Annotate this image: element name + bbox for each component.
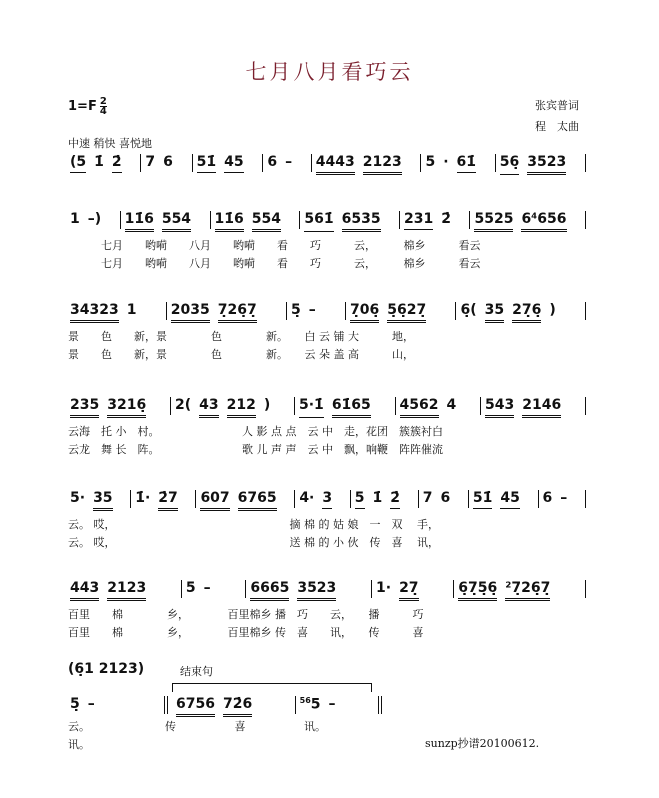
note-group: 554 [162, 211, 191, 232]
note-group: 7 [422, 490, 433, 506]
note-group: – [285, 154, 293, 170]
note-group: –) [87, 211, 102, 227]
note-group: 7̣26̣7̣ [218, 302, 257, 323]
notation-line [66, 302, 586, 324]
note-group: 61̇65 [332, 397, 371, 418]
measure [312, 154, 421, 175]
notation-line [66, 397, 586, 419]
note-group: 5̣6̣27̣ [387, 302, 426, 323]
note-group: 2̇7 [158, 490, 177, 511]
repeat-barline [164, 696, 172, 714]
measure [470, 211, 585, 232]
measure [172, 696, 295, 717]
measure [295, 397, 395, 418]
note-group: 56̣ [500, 154, 519, 175]
note-group: 6 [542, 490, 553, 506]
lyric-line: 七月 哟嗬 八月 哟嗬 看 巧 云， 棉乡 看云 [68, 239, 481, 252]
time-signature [100, 97, 107, 116]
measure [171, 397, 294, 418]
lyric-line: 景 色 新，景 色 新。 云 朵 盖 高 山， [68, 348, 414, 361]
note-group: 4562 [400, 397, 439, 418]
note-group: – [560, 490, 568, 506]
lyric-line: 云。 哎， 送 棉 的 小 伙 传 喜 讯， [68, 536, 439, 549]
note-group: 1 [126, 302, 137, 318]
note-group: 2123 [363, 154, 402, 175]
note-group: 6 [440, 490, 451, 506]
note-group: 3523 [527, 154, 566, 175]
note-group: 212 [227, 397, 256, 418]
note: – [87, 696, 95, 712]
measure [121, 211, 210, 232]
note-group: 1̇· [135, 490, 151, 506]
note-group: 2035 [171, 302, 210, 323]
note-group: 2123 [107, 580, 146, 601]
note-group: 543 [485, 397, 514, 418]
note-group: 72̇6 [223, 696, 252, 717]
measure [372, 580, 453, 601]
measure [469, 490, 538, 509]
measure [396, 397, 480, 418]
lyric-line: 云海 托 小 村。 人 影 点 点 云 中 走，花团 簇簇衬白 [68, 425, 443, 438]
note-group: 51̇ [197, 154, 216, 173]
note-group: 61̇ [457, 154, 476, 173]
note-group: 235 [70, 397, 99, 418]
note-group: ²7̣26̣7̣ [505, 580, 550, 601]
measure [66, 490, 130, 511]
measure [66, 580, 181, 601]
measure [454, 580, 585, 601]
lyric-line: 景 色 新，景 色 新。 白 云 铺 大 地， [68, 330, 414, 343]
measure [263, 154, 310, 172]
measure [421, 154, 494, 173]
note-group: 11̇6 [215, 211, 244, 232]
note-group: 5 [355, 490, 365, 509]
note-group: 6⁴656 [521, 211, 566, 232]
lyric-line: 百里 棉 乡， 百里棉乡 传 喜 讯， 传 喜 [68, 626, 424, 639]
key: 1=F [68, 99, 97, 114]
measure [182, 580, 245, 598]
note-group: 6535 [342, 211, 381, 232]
measure [131, 490, 195, 511]
final-barline [378, 696, 386, 714]
note-group: 2̇ [441, 211, 452, 227]
measure [66, 211, 120, 229]
measure [456, 302, 585, 323]
tempo-marking: 中速 稍快 喜悦地 [68, 137, 152, 150]
measure [167, 302, 286, 323]
note-group: 3 [322, 490, 332, 509]
note-group: ) [549, 302, 556, 318]
note-group: · [443, 154, 449, 170]
note-group: 1̇ [94, 154, 104, 170]
song-title: 七月八月看巧云 [245, 60, 414, 84]
note-group: 35 [93, 490, 112, 511]
measure [351, 490, 418, 509]
note-group: 7̣06̣ [350, 302, 379, 323]
lyric-line: 七月 哟嗬 八月 哟嗬 看 巧 云， 棉乡 看云 [68, 257, 481, 270]
barline [585, 490, 586, 508]
notation-line [66, 154, 586, 176]
barline [585, 154, 586, 172]
note-group: 6 [267, 154, 278, 170]
note-group: 607 [200, 490, 229, 511]
measure [296, 696, 378, 715]
note-group: 45 [500, 490, 519, 509]
note-group: 5525 [474, 211, 513, 232]
note-group: 3216̣ [107, 397, 146, 418]
measure [211, 211, 300, 232]
measure [66, 302, 166, 323]
ending-line [66, 696, 386, 718]
note-group: 2146 [522, 397, 561, 418]
note-group: 4 [446, 397, 457, 413]
measure [196, 490, 294, 511]
note: 5̣ [70, 696, 80, 712]
note-group: 51̇ [473, 490, 492, 509]
note-group: 43 [199, 397, 218, 418]
note-group: (5 [70, 154, 86, 173]
time-top: 2 [99, 96, 107, 107]
note-group: 6765 [238, 490, 277, 511]
note-group: 1· [376, 580, 392, 596]
note-group: 6665 [250, 580, 289, 601]
lyric-line: 百里 棉 乡， 百里棉乡 播 巧 云， 播 巧 [68, 608, 424, 621]
note-group: 2( [174, 397, 192, 413]
note-group: 3523 [297, 580, 336, 601]
measure [246, 580, 371, 601]
notation-line [66, 580, 586, 602]
note-group: 6756 [176, 696, 215, 717]
composer: 程 太曲 [535, 120, 579, 133]
measure [66, 696, 164, 714]
note-group: 231 [404, 211, 433, 230]
note-group: 6̣( [460, 302, 477, 318]
note-group: 1̇ [372, 490, 383, 506]
barline [585, 211, 586, 229]
note-group: – [203, 580, 211, 596]
measure [539, 490, 585, 508]
barline [585, 302, 586, 320]
measure [400, 211, 469, 230]
grace-notes: 56 [299, 696, 311, 705]
measure [300, 211, 399, 232]
note-group: 5̣ [290, 302, 301, 318]
note-group: 561̇ [304, 211, 333, 232]
ending-bracket [172, 683, 372, 692]
note-group: 11̇6 [125, 211, 154, 232]
barline [585, 580, 586, 598]
measure [193, 154, 263, 173]
note-group: 2̇ [112, 154, 122, 173]
notation-line [66, 211, 586, 233]
lyric-line: 云。 哎， 摘 棉 的 姑 娘 一 双 手， [68, 518, 439, 531]
note-group: 6̣7̣5̣6̣ [458, 580, 497, 601]
note-group: 554 [252, 211, 281, 232]
measure [66, 397, 170, 418]
note-group: 5· [70, 490, 86, 506]
measure [496, 154, 585, 175]
note-group: 27̣ [399, 580, 418, 601]
lyric-line: 云龙 舞 长 阵。 歌 儿 声 声 云 中 飘，响鞭 阵阵催流 [68, 443, 443, 456]
note-group: 2̇ [390, 490, 400, 509]
note-group: 45 [224, 154, 243, 173]
note-group: 4· [299, 490, 315, 506]
lyric-line: 云。 传 喜 讯。 [68, 720, 326, 733]
ending-intro: (6̣1 2123) [68, 661, 145, 677]
key-signature [68, 97, 107, 116]
measure [481, 397, 585, 418]
note: – [328, 696, 336, 712]
note-group: 34323 [70, 302, 119, 323]
note-group: 6 [163, 154, 173, 170]
transcriber-credit: sunzp抄谱20100612. [425, 737, 540, 750]
measure [287, 302, 345, 320]
measure [141, 154, 191, 172]
note: 5 [310, 696, 321, 713]
note-group: – [308, 302, 316, 318]
notation-line [66, 490, 586, 512]
note-group: 27̣6̣ [512, 302, 541, 323]
note-group: 5·1̇ [299, 397, 324, 418]
note-group: 4443 [316, 154, 355, 175]
measure [295, 490, 349, 509]
note-group: 5 [185, 580, 196, 596]
note-group: 7 [145, 154, 156, 170]
measure [66, 154, 140, 173]
time-bottom: 4 [99, 106, 107, 117]
note-group: 443 [70, 580, 99, 601]
ending-label: 结束句 [180, 665, 213, 678]
lyricist: 张宾普词 [535, 99, 579, 112]
note-group: 1 [70, 211, 80, 227]
note-group: 5 [425, 154, 436, 170]
measure [419, 490, 468, 508]
lyric-line: 讯。 [68, 738, 90, 751]
note-group: ) [263, 397, 271, 413]
note-group: 35 [485, 302, 504, 323]
barline [585, 397, 586, 415]
measure [346, 302, 455, 323]
